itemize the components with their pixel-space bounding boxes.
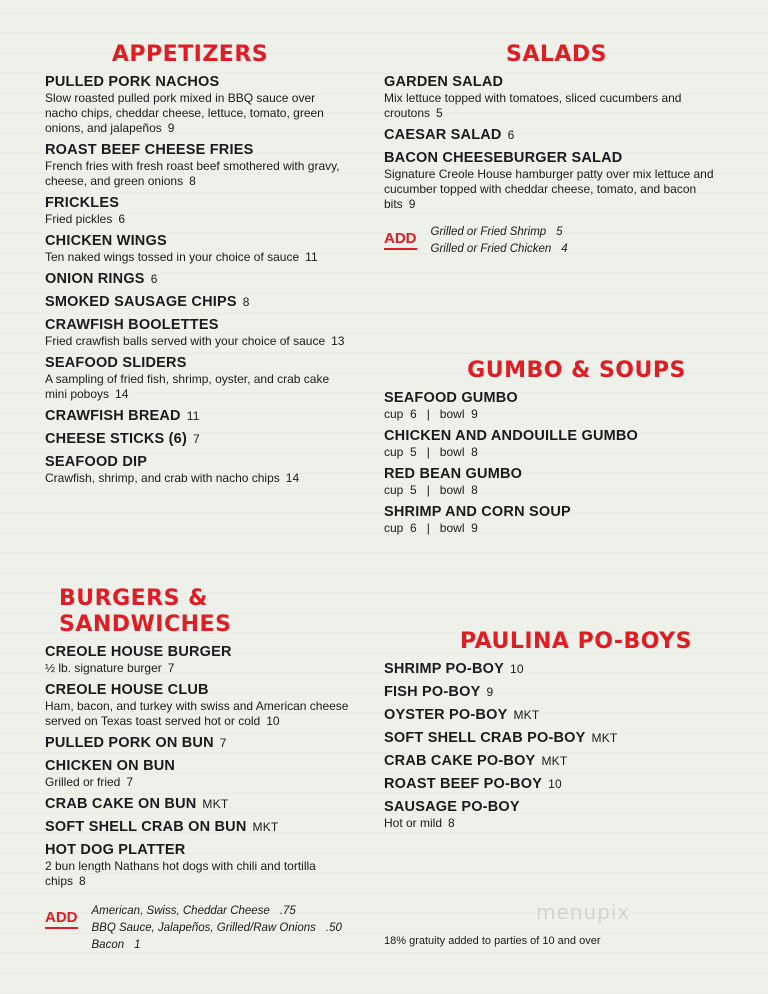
menu-item	[384, 776, 729, 793]
menu-item-price: 10	[266, 714, 280, 728]
menu-item	[384, 799, 729, 831]
menu-item	[384, 707, 729, 724]
menu-item-price: 10	[509, 662, 524, 676]
menu-item-name: SOFT SHELL CRAB ON BUN	[45, 819, 247, 835]
menu-item-name: RED BEAN GUMBO	[384, 466, 523, 482]
menu-item-name-line	[384, 753, 729, 770]
add-on-price: 5	[556, 226, 563, 238]
menu-item	[384, 753, 729, 770]
menu-item-name: CHEESE STICKS (6)	[45, 431, 187, 447]
menu-item-name: FISH PO-BOY	[384, 684, 481, 700]
appetizers-section	[45, 42, 345, 486]
menu-item-price: 5	[436, 106, 443, 120]
menu-item-description-line	[45, 212, 345, 227]
menu-item-description-line	[384, 816, 729, 831]
menu-item-description: Slow roasted pulled pork mixed in BBQ sauce over nacho chips, cheddar cheese, lettuce, tomato, green onions, and jalapeños	[45, 91, 328, 135]
menu-item-price: 8	[189, 174, 196, 188]
menu-item-description: A sampling of fried fish, shrimp, oyster, and crab cake mini poboys	[45, 372, 333, 401]
menu-item-name: ROAST BEEF PO-BOY	[384, 776, 543, 792]
poboys-title: PAULINA PO-BOYS	[460, 629, 692, 654]
menu-item-price: 8	[448, 816, 455, 830]
menu-item	[45, 454, 345, 486]
salads-add-block	[384, 224, 729, 258]
menu-item-name-line	[45, 758, 350, 775]
menu-item-name: SMOKED SAUSAGE CHIPS	[45, 294, 237, 310]
add-on-price: 1	[134, 939, 141, 951]
menu-item	[45, 819, 350, 836]
menu-item-description-line	[45, 372, 345, 402]
menu-item-name-line	[384, 390, 729, 407]
menu-item	[45, 408, 345, 425]
menu-item-description: Ten naked wings tossed in your choice of sauce	[45, 250, 300, 264]
burgers-add-options	[92, 903, 342, 954]
menu-item-price: 7	[219, 736, 227, 750]
menu-item	[384, 684, 729, 701]
menu-item	[384, 127, 729, 144]
menu-item-price: 11	[186, 409, 200, 423]
menu-item-description: Fried pickles	[45, 212, 113, 226]
poboys-section	[384, 629, 729, 831]
gumbo-list	[384, 390, 729, 536]
gumbo-section	[384, 358, 729, 536]
menu-item-description: French fries with fresh roast beef smothered with gravy, cheese, and green onions	[45, 159, 343, 188]
menu-item-description-line	[45, 661, 350, 676]
menu-item-description-line	[45, 775, 350, 790]
menu-item-name: ROAST BEEF CHEESE FRIES	[45, 142, 254, 158]
menu-item-price: 6	[507, 128, 515, 142]
burgers-title: BURGERS & SANDWICHES	[59, 586, 232, 637]
menu-item-name-line	[45, 431, 345, 448]
add-on-text: American, Swiss, Cheddar Cheese	[91, 905, 270, 917]
menu-item-name: SAUSAGE PO-BOY	[384, 799, 520, 815]
menu-item-name: CRAWFISH BREAD	[45, 408, 181, 424]
menu-item-description-line	[45, 91, 345, 136]
salads-title: SALADS	[505, 42, 608, 67]
menu-item	[45, 317, 345, 349]
menu-item	[45, 644, 350, 676]
gumbo-title: GUMBO & SOUPS	[467, 358, 686, 383]
gratuity-note: 18% gratuity added to parties of 10 and over	[384, 935, 601, 947]
menu-item-name: CRAB CAKE PO-BOY	[384, 753, 536, 769]
menu-item-name: SOFT SHELL CRAB PO-BOY	[384, 730, 586, 746]
add-on-option	[92, 903, 342, 920]
menu-item-price: MKT	[252, 820, 279, 834]
menu-item	[45, 431, 345, 448]
add-on-option	[92, 920, 342, 937]
menu-item-name: CRAWFISH BOOLETTES	[45, 317, 219, 333]
menu-item-description: Ham, bacon, and turkey with swiss and American cheese served on Texas toast served hot or cold	[45, 699, 352, 728]
menu-item	[384, 730, 729, 747]
menu-item-description-line	[384, 445, 729, 460]
menu-item-name-line	[384, 707, 729, 724]
menu-item	[45, 682, 350, 729]
add-on-option	[431, 224, 568, 241]
menu-item-name: GARDEN SALAD	[384, 74, 504, 90]
menu-item-description-line	[45, 250, 345, 265]
menu-item-description-line	[45, 859, 350, 889]
menu-item-description: Crawfish, shrimp, and crab with nacho chips	[45, 471, 280, 485]
add-on-text: BBQ Sauce, Jalapeños, Grilled/Raw Onions	[91, 922, 316, 934]
menu-item	[45, 142, 345, 189]
menu-item-name: OYSTER PO-BOY	[384, 707, 508, 723]
menu-item	[45, 796, 350, 813]
menu-item	[45, 758, 350, 790]
menu-item-description-line	[45, 471, 345, 486]
salads-add-label: ADD	[384, 230, 417, 250]
menu-item-name: PULLED PORK ON BUN	[45, 735, 214, 751]
menu-item	[384, 504, 729, 536]
menu-item-name-line	[45, 735, 350, 752]
menu-item-name-line	[384, 504, 729, 521]
menu-item-price: 14	[115, 387, 129, 401]
menu-item-name: CHICKEN WINGS	[45, 233, 167, 249]
menu-item-name: SEAFOOD SLIDERS	[45, 355, 187, 371]
menu-item-name-line	[384, 150, 729, 167]
menu-item-name-line	[384, 776, 729, 793]
menu-item	[384, 466, 729, 498]
add-on-text: Grilled or Fried Shrimp	[430, 226, 547, 238]
menu-item-name-line	[45, 317, 345, 334]
menu-item	[384, 390, 729, 422]
appetizers-list	[45, 74, 345, 486]
menu-item-description: cup 6 | bowl 9	[384, 407, 478, 421]
add-on-price: 4	[561, 243, 568, 255]
menu-item-description-line	[384, 521, 729, 536]
add-on-text: Bacon	[91, 939, 125, 951]
menu-item-price: 7	[167, 661, 175, 675]
menu-item-name: SHRIMP AND CORN SOUP	[384, 504, 571, 520]
menu-item-description: Mix lettuce topped with tomatoes, sliced cucumbers and croutons	[384, 91, 685, 120]
add-on-text: Grilled or Fried Chicken	[430, 243, 552, 255]
menu-item-name: SHRIMP PO-BOY	[384, 661, 504, 677]
menu-item-name: PULLED PORK NACHOS	[45, 74, 220, 90]
menu-item-description: Signature Creole House hamburger patty over mix lettuce and cucumber topped with cheddar cheese, tomato, and bacon bits	[384, 167, 717, 211]
menu-item-name-line	[384, 799, 729, 816]
add-on-price: .50	[325, 922, 342, 934]
menu-item-price: 14	[285, 471, 300, 485]
burgers-add-label: ADD	[45, 909, 78, 929]
add-on-price: .75	[279, 905, 296, 917]
menu-item-name-line	[45, 294, 345, 311]
menu-item-price: 6	[118, 212, 126, 226]
menu-item-description-line	[384, 91, 729, 121]
menu-item-price: 10	[548, 777, 562, 791]
menu-item-name: HOT DOG PLATTER	[45, 842, 186, 858]
menu-item-name: CHICKEN AND ANDOUILLE GUMBO	[384, 428, 639, 444]
menu-item-price: 13	[331, 334, 345, 348]
menu-item-name-line	[384, 428, 729, 445]
menu-item-name: SEAFOOD GUMBO	[384, 390, 518, 406]
menu-item	[45, 271, 345, 288]
menu-item-description: cup 6 | bowl 9	[384, 521, 478, 535]
menu-item-description: ½ lb. signature burger	[45, 661, 162, 675]
menu-item-name: SEAFOOD DIP	[45, 454, 148, 470]
add-on-option	[431, 241, 568, 258]
menu-item-price: MKT	[513, 708, 540, 722]
menu-item-description: Grilled or fried	[45, 775, 121, 789]
menu-item-name-line	[45, 454, 345, 471]
menu-item	[45, 233, 345, 265]
menu-item-name-line	[45, 142, 345, 159]
menu-item-name-line	[45, 74, 345, 91]
poboys-list	[384, 661, 729, 831]
menu-item	[384, 428, 729, 460]
menu-item-description: 2 bun length Nathans hot dogs with chili and tortilla chips	[45, 859, 320, 888]
menu-item-description-line	[384, 407, 729, 422]
menu-item-description: cup 5 | bowl 8	[384, 445, 478, 459]
menu-item	[384, 661, 729, 678]
menu-item	[45, 355, 345, 402]
menu-item-price: 9	[167, 121, 175, 135]
menu-item-price: MKT	[591, 731, 618, 745]
menu-item-name-line	[384, 661, 729, 678]
menu-item-name: CREOLE HOUSE CLUB	[45, 682, 209, 698]
salads-section	[384, 42, 729, 258]
menu-item-name: BACON CHEESEBURGER SALAD	[384, 150, 623, 166]
burgers-section	[45, 586, 350, 954]
menu-item-price: 9	[408, 197, 416, 211]
menu-item-name-line	[384, 127, 729, 144]
menu-item-description: cup 5 | bowl 8	[384, 483, 478, 497]
appetizers-title: APPETIZERS	[111, 42, 269, 67]
menu-item-description-line	[45, 334, 345, 349]
menu-item-name: CREOLE HOUSE BURGER	[45, 644, 232, 660]
salads-list	[384, 74, 729, 212]
menu-item-price: 8	[79, 874, 86, 888]
burgers-add-block	[45, 903, 350, 954]
menu-item-name-line	[384, 684, 729, 701]
menu-item-price: 7	[192, 432, 200, 446]
menu-item-price: 7	[126, 775, 134, 789]
menu-item-price: 8	[242, 295, 250, 309]
menu-item	[384, 150, 729, 212]
menu-item	[45, 735, 350, 752]
menu-item-name-line	[45, 271, 345, 288]
menu-item-name: CRAB CAKE ON BUN	[45, 796, 197, 812]
menu-item-name-line	[45, 796, 350, 813]
menu-item	[45, 74, 345, 136]
burgers-list	[45, 644, 350, 889]
menu-item-name-line	[45, 233, 345, 250]
menu-item-price: 11	[305, 250, 318, 264]
menu-item-price: MKT	[202, 797, 229, 811]
menu-item-name: CHICKEN ON BUN	[45, 758, 176, 774]
menu-item	[45, 294, 345, 311]
menu-item-description-line	[45, 699, 350, 729]
add-on-option	[92, 937, 342, 954]
menu-item-name-line	[45, 644, 350, 661]
menu-item-description-line	[45, 159, 345, 189]
menu-item-description: Fried crawfish balls served with your choice of sauce	[45, 334, 326, 348]
menu-item-name-line	[45, 408, 345, 425]
menu-item	[45, 842, 350, 889]
menu-item-name-line	[45, 682, 350, 699]
menu-item-description: Hot or mild	[384, 816, 443, 830]
menu-item-name: FRICKLES	[45, 195, 120, 211]
menu-item-name: ONION RINGS	[45, 271, 145, 287]
menu-item-price: MKT	[541, 754, 568, 768]
menupix-watermark: menupix	[536, 900, 631, 924]
menu-item-description-line	[384, 167, 729, 212]
menu-item-name-line	[384, 466, 729, 483]
menu-item-name-line	[45, 819, 350, 836]
salads-add-options	[431, 224, 568, 258]
menu-item-name-line	[384, 74, 729, 91]
menu-item-price: 6	[150, 272, 158, 286]
menu-item-name-line	[45, 355, 345, 372]
menu-item-name-line	[45, 195, 345, 212]
menu-item-name: CAESAR SALAD	[384, 127, 502, 143]
menu-item-name-line	[45, 842, 350, 859]
menu-item	[384, 74, 729, 121]
menu-item-description-line	[384, 483, 729, 498]
menu-item-name-line	[384, 730, 729, 747]
menu-item	[45, 195, 345, 227]
menu-item-price: 9	[486, 685, 494, 699]
